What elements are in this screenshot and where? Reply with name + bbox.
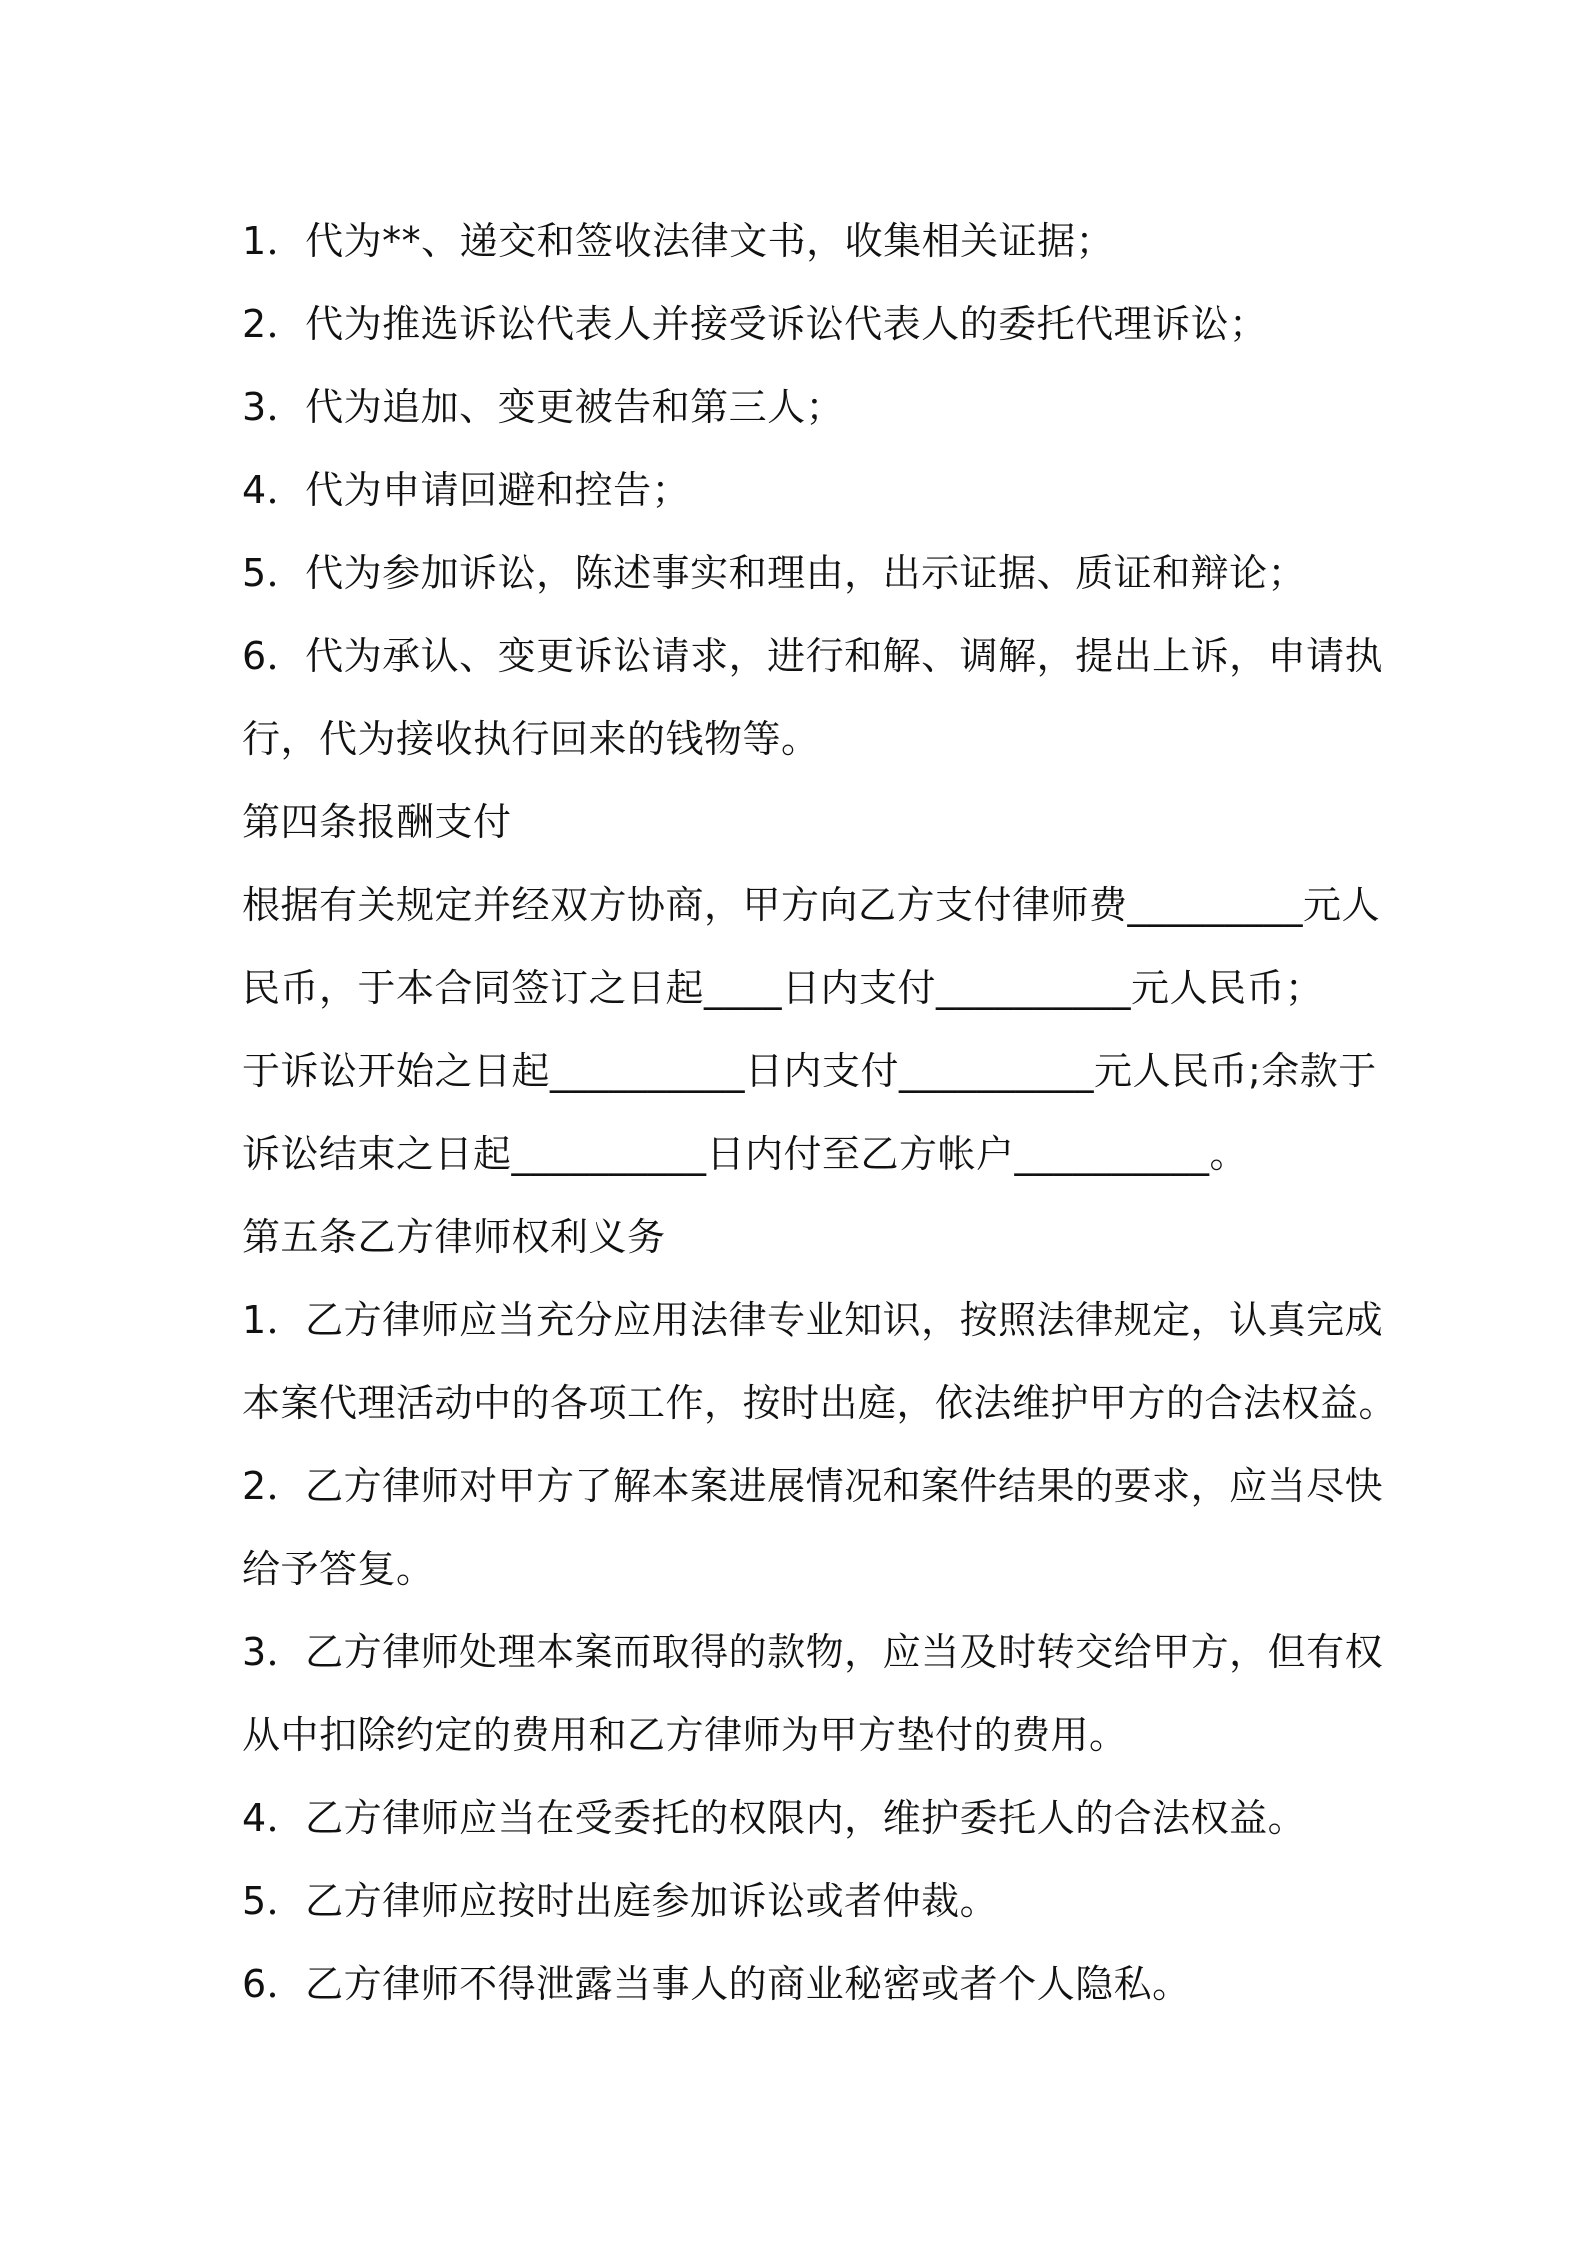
text-line: 1．代为**、递交和签收法律文书，收集相关证据； bbox=[242, 219, 1115, 263]
text-line: 6．代为承认、变更诉讼请求，进行和解、调解，提出上诉，申请执 bbox=[242, 634, 1384, 678]
text-line: 给予答复。 bbox=[242, 1547, 435, 1591]
document-body bbox=[242, 200, 1398, 2026]
text-line: 从中扣除约定的费用和乙方律师为甲方垫付的费用。 bbox=[242, 1713, 1128, 1757]
text-line: 2．乙方律师对甲方了解本案进展情况和案件结果的要求，应当尽快 bbox=[242, 1464, 1384, 1508]
document-page bbox=[242, 200, 1398, 2026]
text-line: 3．乙方律师处理本案而取得的款物，应当及时转交给甲方，但有权 bbox=[242, 1630, 1384, 1674]
section-heading: 第四条报酬支付 bbox=[242, 800, 512, 844]
text-line: 4．乙方律师应当在受委托的权限内，维护委托人的合法权益。 bbox=[242, 1796, 1307, 1840]
text-line: 1．乙方律师应当充分应用法律专业知识，按照法律规定，认真完成 bbox=[242, 1298, 1384, 1342]
text-line: 5．代为参加诉讼，陈述事实和理由，出示证据、质证和辩论； bbox=[242, 551, 1307, 595]
text-line: 根据有关规定并经双方协商，甲方向乙方支付律师费_________元人 bbox=[242, 883, 1381, 927]
text-line: 4．代为申请回避和控告； bbox=[242, 468, 691, 512]
text-line: 于诉讼开始之日起__________日内支付__________元人民币;余款于 bbox=[242, 1049, 1377, 1093]
text-line: 6．乙方律师不得泄露当事人的商业秘密或者个人隐私。 bbox=[242, 1962, 1191, 2006]
text-line: 本案代理活动中的各项工作，按时出庭，依法维护甲方的合法权益。 bbox=[242, 1381, 1398, 1425]
text-line: 3．代为追加、变更被告和第三人； bbox=[242, 385, 845, 429]
text-line: 行，代为接收执行回来的钱物等。 bbox=[242, 717, 820, 761]
text-line: 诉讼结束之日起__________日内付至乙方帐户__________。 bbox=[242, 1132, 1249, 1176]
text-line: 2．代为推选诉讼代表人并接受诉讼代表人的委托代理诉讼； bbox=[242, 302, 1268, 346]
text-line: 5．乙方律师应按时出庭参加诉讼或者仲裁。 bbox=[242, 1879, 999, 1923]
text-line: 民币，于本合同签订之日起____日内支付__________元人民币； bbox=[242, 966, 1324, 1010]
section-heading: 第五条乙方律师权利义务 bbox=[242, 1215, 666, 1259]
